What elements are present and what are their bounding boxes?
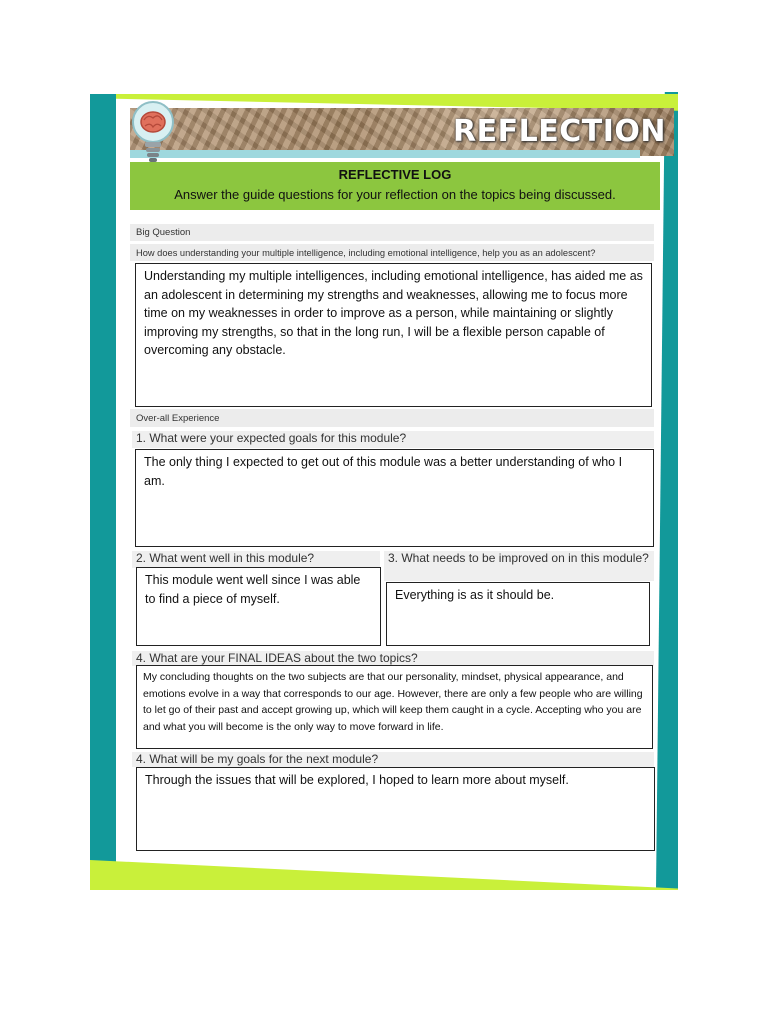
- big-question-prompt: How does understanding your multiple intelligence, including emotional intelligence, help you as an adolescent?: [130, 244, 654, 261]
- reflective-log-header: [130, 162, 660, 210]
- question-4-answer: My concluding thoughts on the two subjects are that our personality, mindset, physical appearance, and emotions evolve in a way that corresponds to our age. However, there are only a few people who are willing to let go of their past and accept growing up, which will keep them caught in a cycle. Accepting who you are and what you will become is the only way to move forward in life.: [136, 665, 653, 749]
- lightbulb-brain-icon: [131, 98, 175, 164]
- question-2-label: 2. What went well in this module?: [132, 551, 380, 568]
- overall-experience-label: Over-all Experience: [130, 409, 654, 427]
- question-5-answer: Through the issues that will be explored, I hoped to learn more about myself.: [136, 767, 655, 851]
- reflective-log-instructions: Answer the guide questions for your reflection on the topics being discussed.: [174, 187, 616, 202]
- question-5-label: 4. What will be my goals for the next module?: [132, 752, 654, 767]
- question-3-answer: Everything is as it should be.: [386, 582, 650, 646]
- banner-underline: [130, 150, 640, 158]
- reflection-banner: [130, 108, 674, 156]
- question-3-label: 3. What needs to be improved on in this module?: [384, 551, 654, 581]
- banner-title: REFLECTION: [453, 114, 666, 149]
- question-1-answer: The only thing I expected to get out of this module was a better understanding of who I am.: [135, 449, 654, 547]
- question-2-answer: This module went well since I was able to find a piece of myself.: [136, 567, 381, 646]
- teal-left-border: [90, 94, 116, 890]
- big-question-answer: Understanding my multiple intelligences, including emotional intelligence, has aided me as an adolescent in determining my strengths and weaknesses, allowing me to focus more time on my weaknesses in order to improve as a person, while maintaining or slightly improving my strengths, so that in the long run, I will be a flexible person capable of overcoming any obstacle.: [135, 263, 652, 407]
- question-1-label: 1. What were your expected goals for this module?: [132, 431, 654, 448]
- question-4-label: 4. What are your FINAL IDEAS about the two topics?: [132, 651, 654, 666]
- big-question-label: Big Question: [130, 224, 654, 241]
- reflective-log-title: REFLECTIVE LOG: [338, 167, 452, 182]
